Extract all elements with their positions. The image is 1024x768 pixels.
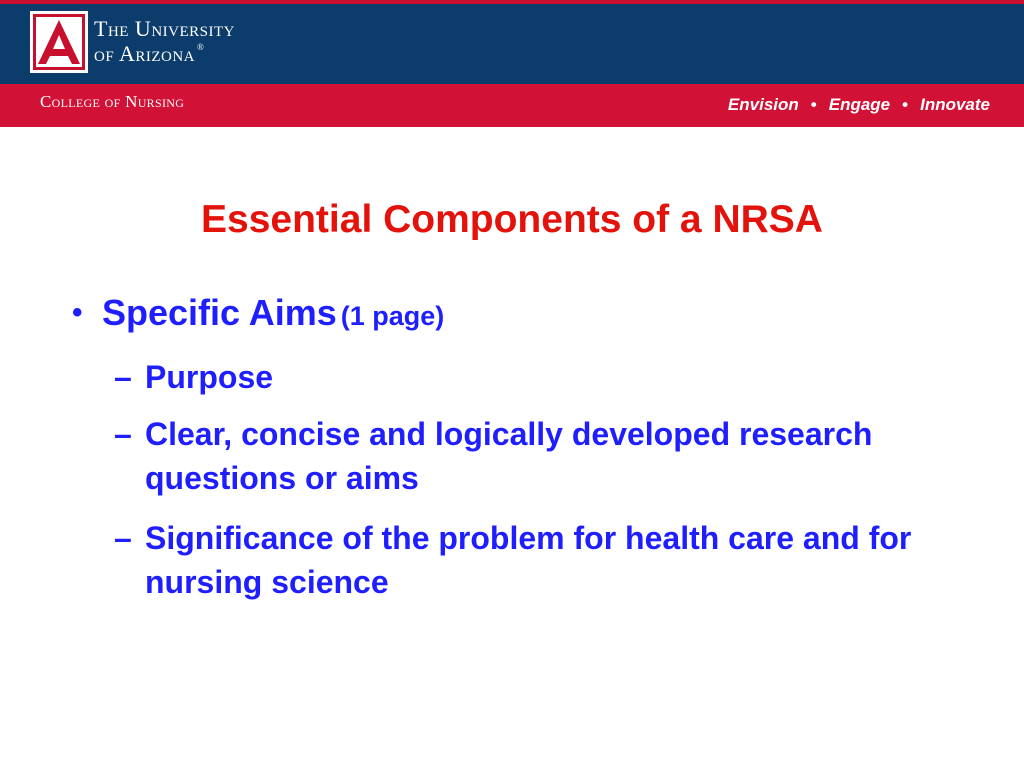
university-logo-icon xyxy=(30,11,88,73)
tagline-envision: Envision xyxy=(727,95,799,114)
bullet-marker: • xyxy=(72,296,83,329)
university-wordmark xyxy=(94,18,235,65)
university-name-line1: The University xyxy=(94,16,235,41)
college-name: College of Nursing xyxy=(40,92,185,111)
bullet-note: (1 page) xyxy=(340,301,445,331)
sub-dash: – xyxy=(114,520,132,556)
tagline-innovate: Innovate xyxy=(920,95,990,114)
tagline-engage: Engage xyxy=(828,95,891,114)
sub-item-text: Clear, concise and logically developed research questions or aims xyxy=(145,416,873,496)
tagline-separator: • xyxy=(902,95,909,114)
sub-item-text: Purpose xyxy=(145,359,274,395)
tagline xyxy=(728,95,990,115)
sub-dash: – xyxy=(114,359,132,395)
bullet-heading: Specific Aims xyxy=(102,292,337,333)
sub-item-text: Significance of the problem for health care and for nursing science xyxy=(145,520,912,600)
sub-dash: – xyxy=(114,416,132,452)
slide-title: Essential Components of a NRSA xyxy=(201,198,823,241)
tagline-separator: • xyxy=(810,95,817,114)
university-name-line2: of Arizona xyxy=(94,41,196,66)
registered-mark: ® xyxy=(197,42,205,52)
